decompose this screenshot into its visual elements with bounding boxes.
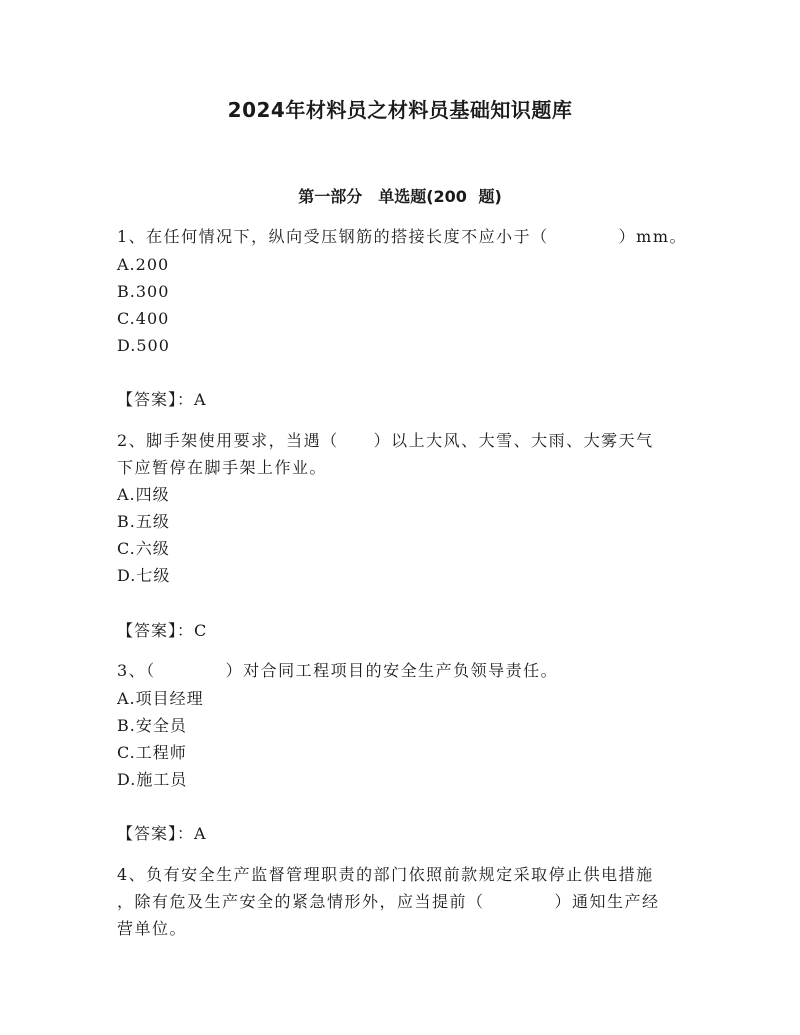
option-a: A.四级 xyxy=(117,485,170,504)
option-c: C.工程师 xyxy=(117,743,187,762)
question-text-line: ，除有危及生产安全的紧急情形外，应当提前（ ）通知生产经 xyxy=(117,892,660,911)
question-text-line: 1、在任何情况下，纵向受压钢筋的搭接长度不应小于（ ）mm。 xyxy=(117,227,688,246)
option-d: D.500 xyxy=(117,336,170,355)
option-a: A.200 xyxy=(117,255,170,274)
answer-label: 【答案】：A xyxy=(117,390,207,409)
option-b: B.五级 xyxy=(117,512,170,531)
option-b: B.300 xyxy=(117,282,170,301)
option-c: C.400 xyxy=(117,309,170,328)
document-title: 2024年材料员之材料员基础知识题库 xyxy=(227,98,573,122)
option-b: B.安全员 xyxy=(117,716,187,735)
answer-label: 【答案】：C xyxy=(117,621,208,640)
option-a: A.项目经理 xyxy=(117,689,204,708)
section-heading: 第一部分 单选题(200 题) xyxy=(298,187,502,206)
option-d: D.七级 xyxy=(117,566,171,585)
option-c: C.六级 xyxy=(117,539,170,558)
question-text-line: 3、（ ）对合同工程项目的安全生产负领导责任。 xyxy=(117,661,559,680)
question-text-line: 营单位。 xyxy=(117,919,188,938)
question-text-line: 2、脚手架使用要求，当遇（ ）以上大风、大雪、大雨、大雾天气 xyxy=(117,431,654,450)
question-text-line: 下应暂停在脚手架上作业。 xyxy=(117,458,328,477)
answer-label: 【答案】：A xyxy=(117,824,207,843)
question-text-line: 4、负有安全生产监督管理职责的部门依照前款规定采取停止供电措施 xyxy=(117,865,654,884)
option-d: D.施工员 xyxy=(117,770,188,789)
